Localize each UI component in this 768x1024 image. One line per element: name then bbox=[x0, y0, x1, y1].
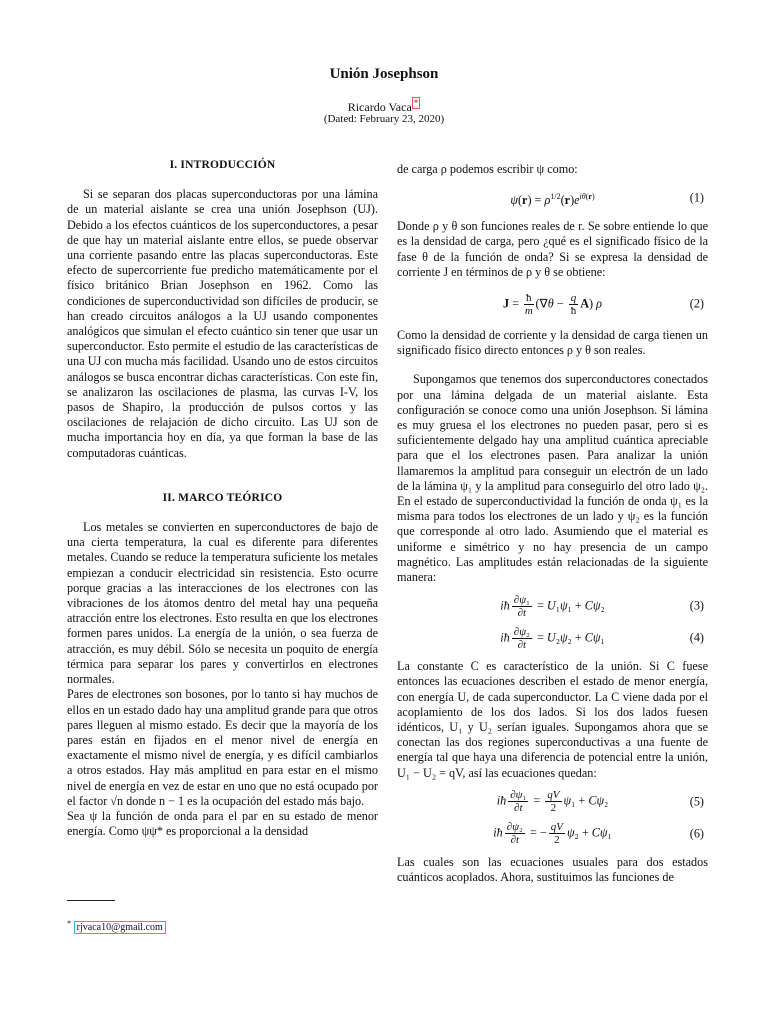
paper-title: Unión Josephson bbox=[329, 66, 439, 82]
footnote bbox=[67, 919, 166, 933]
equation-6: iħ $\frac{\text{∂ψ₂}}{\partial t}$ = − $\frac{qV}{2}$ ψ₂ + Cψ₁ (6) bbox=[493, 821, 704, 847]
author-footnote-link[interactable]: * bbox=[413, 98, 419, 108]
equation-2: J = $\frac{ħ}{m}$ (∇θ − $\frac{q}{ħ}$ A) ρ (2) bbox=[502, 291, 704, 317]
equation-6-number: (6) bbox=[689, 826, 704, 841]
equation-5: iħ $\frac{\text{∂ψ₁}}{\partial t}$ = $\frac{qV}{2}$ ψ₁ + Cψ₂ (5) bbox=[496, 789, 704, 815]
date-line: (Dated: February 23, 2020) bbox=[323, 113, 445, 125]
equation-4: iħ $\frac{\text{∂ψ₂}}{\partial t}$ = U₂ψ₂ + Cψ₁ (4) bbox=[500, 625, 704, 651]
section-heading-intro: I. INTRODUCCIÓN bbox=[169, 159, 276, 171]
section-heading-theory: II. MARCO TEÓRICO bbox=[162, 491, 283, 504]
theory-paragraph-2: Pares de electrones son bosones, por lo tanto si hay muchos de ellos en un estado dado hay una amplitud grande para que otros pares lleguen al mismo estado. Es decir que la mayoría de los pares están en fijados en el menor nivel de energía en exactamente el mismo nivel de energía, y es difícil cambiarlos a otros estados. Hay más amplitud en para estar en el mismo nivel de energía en vez de estar en uno que no está ocupado por el factor √n donde n − 1 es la ocupación del estado más bajo. bbox=[67, 687, 378, 808]
right-paragraph-5: Las cuales son las ecuaciones usuales para dos estados cuánticos acoplados. Ahora, sustituimos las funciones de bbox=[397, 854, 708, 885]
right-intro-line: de carga ρ podemos escribir ψ como: bbox=[397, 162, 578, 176]
right-column bbox=[397, 162, 708, 885]
equation-1: $\psi(r) = \rho^{1/2}(r)e^{i\theta(r)}$ (1) bbox=[510, 190, 704, 207]
equation-2-number: (2) bbox=[689, 296, 704, 311]
footnote-mark: * bbox=[67, 919, 72, 928]
footnote-email-link[interactable]: rjvaca10@gmail.com bbox=[74, 921, 166, 934]
author-name: Ricardo Vaca bbox=[347, 100, 412, 114]
right-paragraph-1: Donde ρ y θ son funciones reales de r. Se sobre entiende lo que es la densidad de carga, pero ¿qué es el significado físico de la fase θ de la función de onda? Si se expresa la densidad de corriente J en términos de ρ y θ se obtiene: bbox=[397, 219, 708, 279]
right-paragraph-4: La constante C es característico de la unión. Si C fuese entonces las ecuaciones describen el estado de menor energía, con energía U, de cada superconductor. La C viene dada por el acoplamiento de los dos lados. Si los dos lados fuesen idénticos, U₁ y U₂ serían iguales. Supongamos ahora que se conectan las dos regiones superconductivas a una fuente de energía tal que haya una diferencia de potencial entre la unión, U₁ − U₂ = qV, así las ecuaciones quedan: bbox=[397, 659, 708, 780]
left-column bbox=[67, 158, 378, 839]
right-paragraph-2: Como la densidad de corriente y la densidad de carga tienen un significado físico directo entonces ρ y θ son reales. bbox=[397, 328, 708, 358]
equation-3: iħ $\frac{\text{∂ψ₁}}{\partial t}$ = U₁ψ₁ + Cψ₂ (3) bbox=[500, 593, 704, 619]
equation-4-number: (4) bbox=[689, 630, 704, 645]
equation-3-number: (3) bbox=[689, 598, 704, 613]
right-paragraph-3: Supongamos que tenemos dos superconductores conectados por una lámina delgada de un material aislante. Esta configuración se conoce como una unión Josephson. Si lámina es muy gruesa el los electrones no pueden pasar, pero si es suficientemente delgado hay una amplitud cuántica apreciable para que el los electrones pasen. Para analizar la unión llamaremos la amplitud para conseguir un electrón de un lado de la lámina ψ₁ y la amplitud para conseguirlo del otro lado ψ₂. En el estado de superconductividad la función de onda ψ₁ es la misma para todos los electrones de un lado y ψ₂ es la función que corresponde al otro lado. Asumiendo que el material es uniforme e simétrico y no hay presencia de un campo magnético. Las amplitudes están relacionadas de la siguiente manera: bbox=[397, 372, 708, 585]
theory-paragraph-3: Sea ψ la función de onda para el par en su estado de menor energía. Como ψψ* es proporcional a la densidad bbox=[67, 808, 378, 839]
equation-5-number: (5) bbox=[689, 794, 704, 809]
theory-paragraph-1: Los metales se convierten en superconductores de bajo de una cierta temperatura, la cual es diferente para diferentes metales. Cuando se reduce la temperatura suficiente los metales empiezan a conducir electricidad sin resistencia. Esto ocurre porque gracias a las interacciones de los electrones con las vibraciones de los átomos dentro del metal hay una pequeña atracción entre los electrones. Esto resulta en que los electrones formen pares unidos. La energía de la unión, o sea fuerza de atracción, es muy débil. Sólo se necesita un poquito de energía térmica para separar los pares y convertirlos en electrones normales. bbox=[67, 520, 378, 687]
footnote-rule bbox=[67, 900, 115, 901]
intro-paragraph: Si se separan dos placas superconductoras por una lámina de un material aislante se crea una unión Josephson (UJ). Debido a los efectos cuánticos de los superconductores, a pesar de que hay un material aislante entre ellos, se puede observar una corriente pasando entre las placas superconductoras. Este efecto de supercorriente fue predicho matemáticamente por el físico británico Brian Josephson en 1962. Como las condiciones de superconductividad son difíciles de producir, se han creado circuitos análogos a la UJ usando componentes analógicos que simulan el efecto cuántico sin tener que usar un superconductor. Esto permite el estudio de las características de una UJ con mucha más facilidad. Usando uno de estos circuitos análogos se busca encontrar dichas características. Con este fin, se analizaron las oscilaciones de plasma, las curvas I-V, los pasos de Shapiro, la producción de pulsos cortos y las oscilaciones de relajación de dicho circuito. Las UJ son de mucha importancia hoy en día, ya que forman la base de las computadoras cuánticas. bbox=[67, 187, 378, 460]
equation-1-number: (1) bbox=[689, 190, 704, 205]
